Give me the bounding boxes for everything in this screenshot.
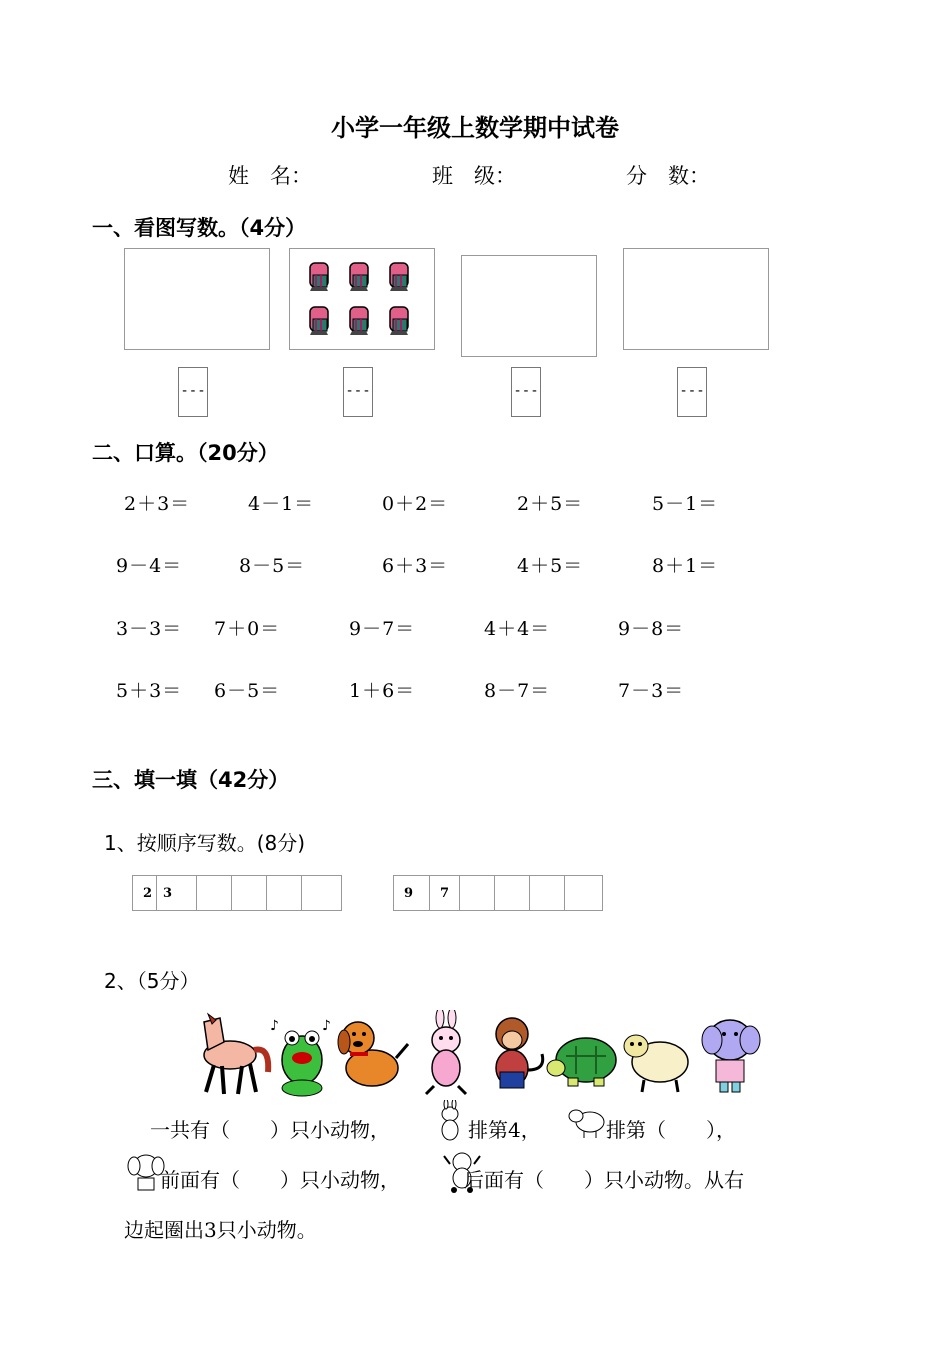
calc-item: 7－3＝: [618, 680, 685, 702]
class-label: 班 级：: [432, 164, 516, 188]
calc-item: 2＋5＝: [517, 493, 584, 515]
q2-line1a: 一共有（ ）只小动物，: [150, 1118, 390, 1142]
dog-icon: [338, 1022, 408, 1086]
q2-line2b: 后面有（ ）只小动物。从右: [464, 1168, 744, 1192]
q2-line1b: 排第4，: [468, 1118, 541, 1142]
seq-cell[interactable]: [565, 876, 600, 910]
seq-cell[interactable]: [530, 876, 565, 910]
seq-cell[interactable]: 3: [157, 876, 197, 910]
calc-item: 4＋5＝: [517, 555, 584, 577]
rabbit-icon: [426, 1010, 466, 1094]
q1-label: 1、按顺序写数。(8分): [104, 831, 306, 855]
horse-icon: [204, 1014, 268, 1094]
backpacks-picture: [290, 249, 434, 349]
calc-item: 9－7＝: [349, 618, 416, 640]
answer-box-1[interactable]: ---: [178, 367, 208, 417]
calc-item: 5＋3＝: [116, 680, 183, 702]
q2-line1c: 排第（ ），: [606, 1118, 736, 1142]
page-title: 小学一年级上数学期中试卷: [331, 114, 619, 142]
sheep-icon: [624, 1035, 688, 1092]
calc-item: 4＋4＝: [484, 618, 551, 640]
calc-item: 9－8＝: [618, 618, 685, 640]
seq-cell[interactable]: [460, 876, 495, 910]
name-label: 姓 名：: [228, 164, 312, 188]
seq-cell[interactable]: 2: [133, 876, 157, 910]
calc-item: 4－1＝: [248, 493, 315, 515]
seq-cell[interactable]: [197, 876, 232, 910]
picture-box-2: [289, 248, 435, 350]
svg-text:♪: ♪: [322, 1018, 331, 1034]
svg-text:♪: ♪: [270, 1018, 279, 1034]
sequence-box-1: [132, 875, 342, 911]
picture-box-1: [124, 248, 270, 350]
seq-cell[interactable]: [495, 876, 530, 910]
sequence-box-2: [393, 875, 603, 911]
calc-item: 2＋3＝: [124, 493, 191, 515]
calc-item: 0＋2＝: [382, 493, 449, 515]
turtle-icon: [547, 1038, 616, 1086]
calc-item: 7＋0＝: [214, 618, 281, 640]
calc-item: 6－5＝: [214, 680, 281, 702]
score-label: 分 数：: [626, 164, 710, 188]
picture-box-3: [461, 255, 597, 357]
calc-item: 8＋1＝: [652, 555, 719, 577]
calc-item: 3－3＝: [116, 618, 183, 640]
answer-box-2[interactable]: ---: [343, 367, 373, 417]
seq-cell[interactable]: [267, 876, 302, 910]
calc-item: 1＋6＝: [349, 680, 416, 702]
calc-item: 8－5＝: [239, 555, 306, 577]
seq-cell[interactable]: 9: [394, 876, 430, 910]
section1-heading: 一、看图写数。（4分）: [92, 216, 307, 240]
frog-icon: [270, 1018, 331, 1096]
calc-item: 8－7＝: [484, 680, 551, 702]
elephant-icon: [702, 1020, 760, 1092]
calc-item: 6＋3＝: [382, 555, 449, 577]
sheep-icon-small: [566, 1104, 606, 1140]
seq-cell[interactable]: [232, 876, 267, 910]
calc-item: 9－4＝: [116, 555, 183, 577]
section3-heading: 三、填一填（42分）: [92, 768, 290, 792]
picture-box-4: [623, 248, 769, 350]
answer-box-4[interactable]: ---: [677, 367, 707, 417]
section2-heading: 二、口算。（20分）: [92, 441, 279, 465]
q2-label: 2、（5分）: [104, 969, 200, 993]
seq-cell[interactable]: [302, 876, 337, 910]
calc-item: 5－1＝: [652, 493, 719, 515]
answer-box-3[interactable]: ---: [511, 367, 541, 417]
q2-line2a: 前面有（ ）只小动物，: [160, 1168, 400, 1192]
rabbit-icon-small: [432, 1100, 468, 1144]
seq-cell[interactable]: 7: [430, 876, 460, 910]
q2-line3: 边起圈出3只小动物。: [124, 1218, 317, 1242]
animals-row: [190, 1010, 770, 1100]
monkey-icon: [496, 1018, 543, 1088]
